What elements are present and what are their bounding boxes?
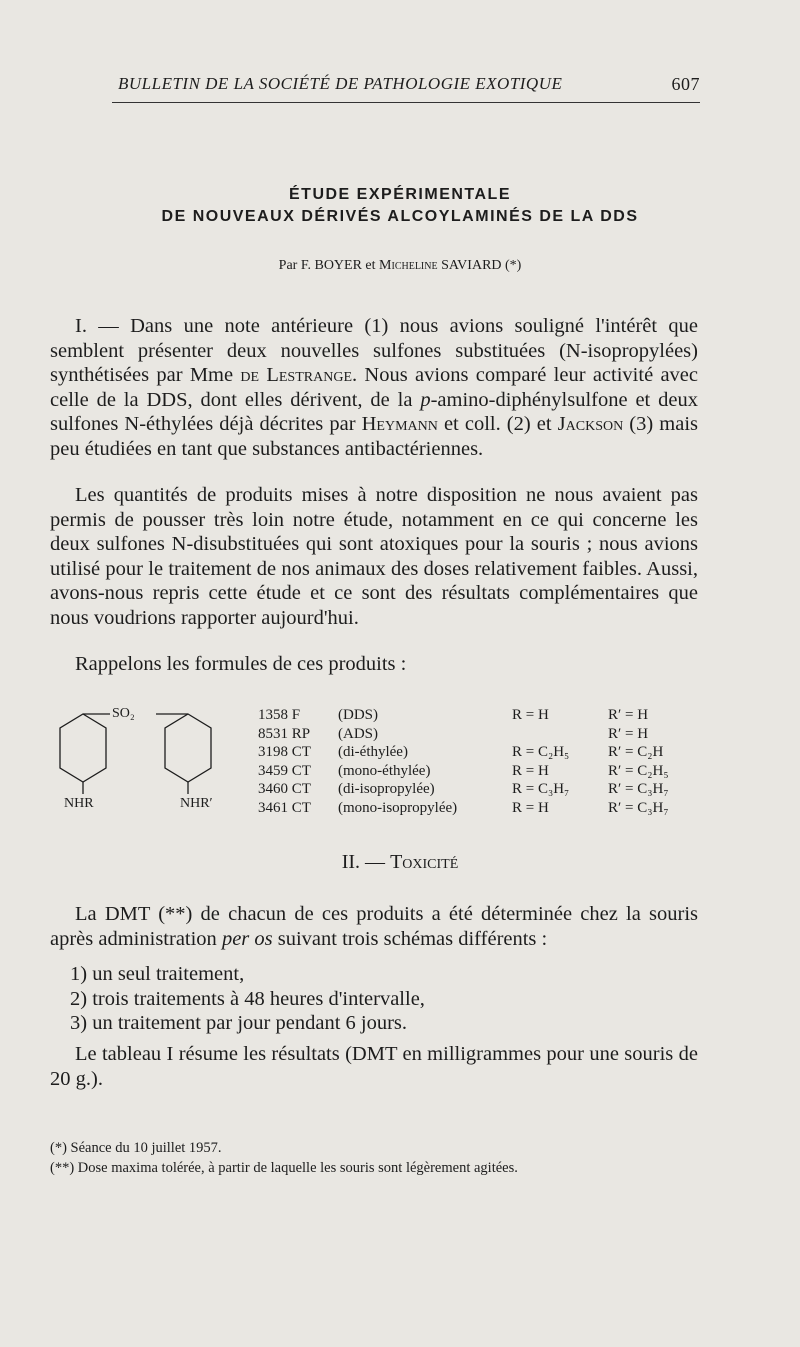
- footnote-2: (**) Dose maxima tolérée, à partir de laquelle les souris sont légèrement agitées.: [50, 1160, 518, 1176]
- compound-code: 3460 CT: [258, 781, 311, 797]
- compound-r: R = H: [512, 762, 549, 779]
- compound-rprime: R′ = C₃H₇: [608, 781, 669, 797]
- compound-name: (di-isopropylée): [338, 781, 435, 797]
- compound-code: 3461 CT: [258, 799, 311, 816]
- section-toxicite-title: [0, 851, 800, 874]
- paragraph-dmt: [50, 902, 698, 951]
- article-title-line2: DE NOUVEAUX DÉRIVÉS ALCOYLAMINÉS DE LA DDS: [161, 208, 639, 225]
- intro-italic-p: p: [420, 388, 431, 411]
- compound-rprime: R′ = H: [608, 707, 649, 723]
- compound-r: R = H: [512, 707, 549, 723]
- chemical-formula: [48, 704, 228, 824]
- author-firstname: Micheline: [379, 258, 438, 273]
- paragraph-quantities-text: Les quantités de produits mises à notre disposition ne nous avaient pas permis de pousser très loin notre étude, notamment en ce qui concerne les deux sulfones N-disubstituées qui sont atoxiques pour la souris ; nous avions utilisé pour le traitement de nos animaux des doses relativement faibles. Aussi, avons-nous repris cette étude et ce sont des résultats complémentaires que nous voudrions rapporter aujourd'hui.: [50, 484, 698, 629]
- paragraph-quantities: [50, 483, 698, 631]
- compound-code: 3459 CT: [258, 762, 311, 779]
- intro-text-g: et coll. (2) et: [437, 413, 558, 436]
- list-item: 3) un traitement par jour pendant 6 jours.: [70, 1012, 408, 1035]
- formula-nhr-right: NHR′: [180, 796, 213, 811]
- compound-name: (mono-éthylée): [338, 762, 431, 779]
- compound-name: (ADS): [338, 725, 378, 742]
- compound-row: [258, 706, 718, 725]
- compound-rprime: R′ = H: [608, 725, 649, 742]
- dmt-text-c: suivant trois schémas différents :: [272, 927, 548, 950]
- compound-r: R = H: [512, 799, 549, 816]
- benzene-ring-right: [165, 714, 211, 782]
- intro-name-lestrange: de Lestrange: [240, 364, 352, 387]
- section-word: Toxicité: [390, 851, 459, 873]
- compound-row: [258, 743, 718, 762]
- page-number: 607: [671, 74, 700, 94]
- intro-paragraph: [50, 314, 698, 462]
- compound-row: [258, 799, 718, 818]
- header-rule: [112, 102, 700, 103]
- compound-r: R = C₂H₅: [512, 744, 570, 760]
- journal-title: BULLETIN DE LA SOCIÉTÉ DE PATHOLOGIE EXOTIQUE: [118, 74, 563, 93]
- compound-name: (di-éthylée): [338, 744, 408, 760]
- dmt-text-a: La DMT (**) de chacun de ces produits a été déterminée chez la souris après administration: [50, 903, 698, 950]
- compound-code: 1358 F: [258, 707, 301, 723]
- compound-rprime: R′ = C₂H₅: [608, 762, 669, 779]
- benzene-ring-left: [60, 714, 106, 782]
- intro-text-c: . Nous avions comparé leur activité avec celle de la DDS, dont elles dérivent, de la: [50, 364, 699, 411]
- compound-name: (DDS): [338, 707, 378, 723]
- paragraph-table-summary: [50, 1042, 698, 1091]
- formula-so2: SO₂: [112, 706, 135, 721]
- compound-row: [258, 780, 718, 799]
- intro-name-jackson: Jackson: [557, 413, 624, 436]
- compound-code: 3198 CT: [258, 744, 311, 760]
- compounds-table: [258, 706, 718, 817]
- paragraph-table-summary-text: Le tableau I résume les résultats (DMT en milligrammes pour une souris de 20 g.).: [50, 1043, 698, 1090]
- intro-text-e: -amino-diphénylsulfone et deux sulfones N-éthylées déjà décrites par: [50, 388, 698, 436]
- authors-prefix: Par F. BOYER et: [278, 258, 376, 273]
- compound-name: (mono-isopropylée): [338, 799, 458, 816]
- schemes-list: [70, 962, 425, 1036]
- footnote-1: (*) Séance du 10 juillet 1957.: [50, 1140, 222, 1156]
- intro-name-heymann: Heymann: [361, 413, 438, 436]
- list-item: 2) trois traitements à 48 heures d'intervalle,: [70, 987, 425, 1010]
- section-number: II. —: [341, 851, 386, 873]
- intro-text-i: (3) mais peu étudiées en tant que substances antibactériennes.: [50, 413, 699, 460]
- list-item: 1) un seul traitement,: [70, 963, 245, 985]
- article-title-line1: ÉTUDE EXPÉRIMENTALE: [289, 186, 511, 203]
- paragraph-formulas: [50, 652, 698, 677]
- compound-rprime: R′ = C₃H₇: [608, 799, 669, 816]
- compound-row: [258, 725, 718, 744]
- compound-r: R = C₃H₇: [512, 781, 570, 797]
- authors: [0, 258, 800, 274]
- paragraph-formulas-text: Rappelons les formules de ces produits :: [75, 653, 407, 675]
- compound-code: 8531 RP: [258, 725, 311, 742]
- author-lastname: SAVIARD (*): [441, 258, 522, 273]
- footnotes: [50, 1138, 698, 1178]
- dmt-italic-per-os: per os: [221, 927, 273, 950]
- compound-rprime: R′ = C₂H: [608, 744, 664, 760]
- formula-nhr-left: NHR: [64, 796, 94, 811]
- intro-text-a: I. — Dans une note antérieure (1) nous avions souligné l'intérêt que semblent présenter deux nouvelles sulfones substituées (N-isopropylées) synthétisées par Mme: [50, 315, 698, 387]
- compound-row: [258, 762, 718, 781]
